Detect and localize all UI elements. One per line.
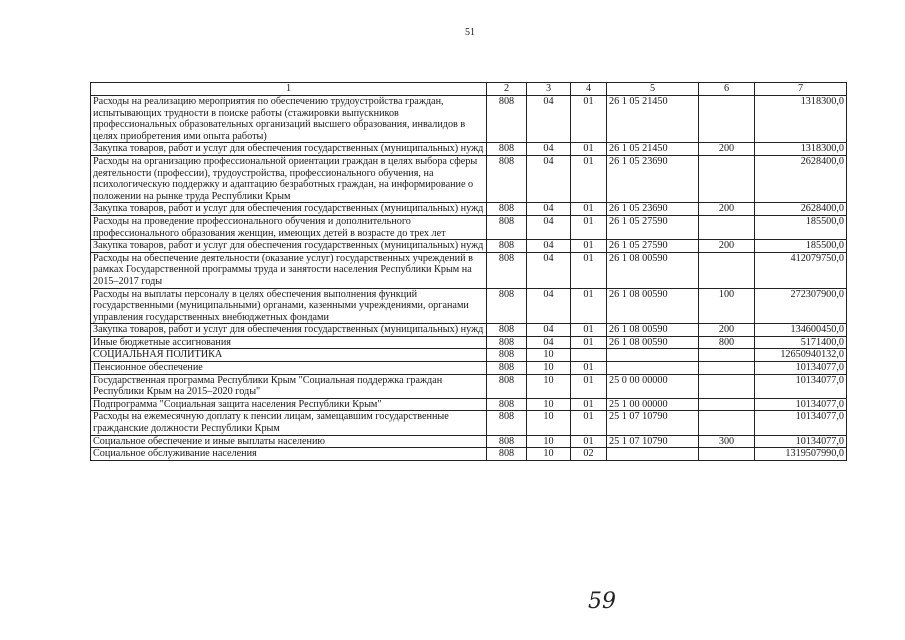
expense-type-cell: 800: [699, 336, 755, 349]
target-article-cell: [607, 448, 699, 461]
amount-cell: 1319507990,0: [755, 448, 847, 461]
target-article-cell: 26 1 05 21450: [607, 143, 699, 156]
column-header: 3: [527, 83, 571, 96]
expense-type-cell: [699, 215, 755, 239]
amount-cell: 2628400,0: [755, 155, 847, 202]
table-row: [91, 155, 847, 202]
expense-type-cell: 200: [699, 240, 755, 253]
target-article-cell: 25 1 00 00000: [607, 398, 699, 411]
subsection-cell: 01: [571, 96, 607, 143]
expense-type-cell: 100: [699, 288, 755, 324]
row-name-cell: Подпрограмма "Социальная защита населения Республики Крым": [91, 398, 487, 411]
chapter-cell: 808: [487, 336, 527, 349]
target-article-cell: 26 1 05 21450: [607, 96, 699, 143]
expense-type-cell: [699, 96, 755, 143]
table-row: [91, 215, 847, 239]
chapter-cell: 808: [487, 252, 527, 288]
chapter-cell: 808: [487, 411, 527, 435]
amount-cell: 1318300,0: [755, 143, 847, 156]
expense-type-cell: 200: [699, 203, 755, 216]
subsection-cell: 01: [571, 398, 607, 411]
subsection-cell: 01: [571, 411, 607, 435]
table-row: [91, 362, 847, 375]
handwritten-page-mark: [586, 585, 626, 615]
table-row: [91, 398, 847, 411]
row-name-cell: Иные бюджетные ассигнования: [91, 336, 487, 349]
section-cell: 04: [527, 155, 571, 202]
row-name-cell: Закупка товаров, работ и услуг для обеспечения государственных (муниципальных) нужд: [91, 143, 487, 156]
subsection-cell: 01: [571, 362, 607, 375]
column-header: 5: [607, 83, 699, 96]
expense-type-cell: [699, 362, 755, 375]
expense-type-cell: [699, 252, 755, 288]
budget-table: [90, 82, 847, 461]
section-cell: 10: [527, 349, 571, 362]
table-row: [91, 288, 847, 324]
section-cell: 04: [527, 203, 571, 216]
row-name-cell: Расходы на проведение профессионального обучения и дополнительного профессионального образования женщин, имеющих детей в возрасте до трех лет: [91, 215, 487, 239]
column-header: 6: [699, 83, 755, 96]
amount-cell: 272307900,0: [755, 288, 847, 324]
chapter-cell: 808: [487, 448, 527, 461]
target-article-cell: 25 1 07 10790: [607, 411, 699, 435]
target-article-cell: 25 0 00 00000: [607, 374, 699, 398]
expense-type-cell: [699, 398, 755, 411]
section-cell: 04: [527, 96, 571, 143]
expense-type-cell: [699, 349, 755, 362]
row-name-cell: Закупка товаров, работ и услуг для обеспечения государственных (муниципальных) нужд: [91, 203, 487, 216]
section-cell: 04: [527, 336, 571, 349]
column-header: 7: [755, 83, 847, 96]
amount-cell: 185500,0: [755, 240, 847, 253]
column-header: 1: [91, 83, 487, 96]
subsection-cell: [571, 349, 607, 362]
expense-type-cell: [699, 448, 755, 461]
section-cell: 10: [527, 374, 571, 398]
chapter-cell: 808: [487, 324, 527, 337]
table-row: [91, 252, 847, 288]
chapter-cell: 808: [487, 215, 527, 239]
row-name-cell: Расходы на выплаты персоналу в целях обеспечения выполнения функций государственными (муниципальными) органами, казенными учреждениями, органами управления государственных внебюджетных фондами: [91, 288, 487, 324]
amount-cell: 10134077,0: [755, 435, 847, 448]
table-row: [91, 448, 847, 461]
section-cell: 10: [527, 411, 571, 435]
subsection-cell: 01: [571, 203, 607, 216]
amount-cell: 185500,0: [755, 215, 847, 239]
chapter-cell: 808: [487, 374, 527, 398]
subsection-cell: 01: [571, 288, 607, 324]
chapter-cell: 808: [487, 349, 527, 362]
section-cell: 04: [527, 288, 571, 324]
amount-cell: 10134077,0: [755, 374, 847, 398]
column-header: 2: [487, 83, 527, 96]
section-cell: 04: [527, 240, 571, 253]
chapter-cell: 808: [487, 203, 527, 216]
row-name-cell: Расходы на обеспечение деятельности (оказание услуг) государственных учреждений в рамках Государственной программы труда и занятости населения Республики Крым на 2015–2017 годы: [91, 252, 487, 288]
table-row: [91, 349, 847, 362]
chapter-cell: 808: [487, 155, 527, 202]
row-name-cell: Социальное обслуживание населения: [91, 448, 487, 461]
subsection-cell: 01: [571, 240, 607, 253]
amount-cell: 5171400,0: [755, 336, 847, 349]
target-article-cell: 26 1 08 00590: [607, 288, 699, 324]
row-name-cell: Государственная программа Республики Крым "Социальная поддержка граждан Республики Крым на 2015–2020 годы": [91, 374, 487, 398]
table-row: [91, 240, 847, 253]
table-body: [91, 96, 847, 461]
section-cell: 10: [527, 362, 571, 375]
expense-type-cell: [699, 155, 755, 202]
subsection-cell: 01: [571, 215, 607, 239]
section-cell: 10: [527, 448, 571, 461]
section-cell: 04: [527, 324, 571, 337]
expense-type-cell: [699, 411, 755, 435]
amount-cell: 10134077,0: [755, 411, 847, 435]
amount-cell: 134600450,0: [755, 324, 847, 337]
chapter-cell: 808: [487, 398, 527, 411]
amount-cell: 10134077,0: [755, 362, 847, 375]
chapter-cell: 808: [487, 240, 527, 253]
subsection-cell: 02: [571, 448, 607, 461]
subsection-cell: 01: [571, 143, 607, 156]
expense-type-cell: 300: [699, 435, 755, 448]
subsection-cell: 01: [571, 435, 607, 448]
row-name-cell: Расходы на реализацию мероприятия по обеспечению трудоустройства граждан, испытывающих трудности в поиске работы (стажировки выпускников профессиональных образовательных организаций высшего образования, инвалидов в целях приобретения ими опыта работы): [91, 96, 487, 143]
target-article-cell: 26 1 08 00590: [607, 336, 699, 349]
amount-cell: 1318300,0: [755, 96, 847, 143]
chapter-cell: 808: [487, 362, 527, 375]
target-article-cell: 26 1 05 27590: [607, 240, 699, 253]
target-article-cell: 26 1 08 00590: [607, 324, 699, 337]
section-cell: 10: [527, 398, 571, 411]
amount-cell: 10134077,0: [755, 398, 847, 411]
row-name-cell: Расходы на организацию профессиональной ориентации граждан в целях выбора сферы деятельности (профессии), трудоустройства, профессионального обучения, на психологическую поддержку и адаптацию безработных граждан, на информирование о положении на рынке труда Республики Крым: [91, 155, 487, 202]
target-article-cell: 26 1 08 00590: [607, 252, 699, 288]
table-row: [91, 435, 847, 448]
amount-cell: 412079750,0: [755, 252, 847, 288]
target-article-cell: [607, 362, 699, 375]
target-article-cell: 26 1 05 23690: [607, 203, 699, 216]
row-name-cell: Пенсионное обеспечение: [91, 362, 487, 375]
subsection-cell: 01: [571, 324, 607, 337]
section-cell: 04: [527, 143, 571, 156]
amount-cell: 2628400,0: [755, 203, 847, 216]
expense-type-cell: [699, 374, 755, 398]
row-name-cell: Расходы на ежемесячную доплату к пенсии лицам, замещавшим государственные гражданские должности Республики Крым: [91, 411, 487, 435]
chapter-cell: 808: [487, 143, 527, 156]
section-cell: 10: [527, 435, 571, 448]
section-cell: 04: [527, 215, 571, 239]
target-article-cell: 25 1 07 10790: [607, 435, 699, 448]
amount-cell: 12650940132,0: [755, 349, 847, 362]
chapter-cell: 808: [487, 435, 527, 448]
table-row: [91, 374, 847, 398]
column-header: 4: [571, 83, 607, 96]
expense-type-cell: 200: [699, 143, 755, 156]
expense-type-cell: 200: [699, 324, 755, 337]
page-number: 51: [465, 27, 475, 38]
row-name-cell: Социальное обеспечение и иные выплаты населению: [91, 435, 487, 448]
target-article-cell: [607, 349, 699, 362]
target-article-cell: 26 1 05 27590: [607, 215, 699, 239]
table-row: [91, 143, 847, 156]
table-row: [91, 203, 847, 216]
table-row: [91, 411, 847, 435]
chapter-cell: 808: [487, 96, 527, 143]
subsection-cell: 01: [571, 336, 607, 349]
handwritten-page-mark-text: 59: [588, 589, 616, 614]
chapter-cell: 808: [487, 288, 527, 324]
subsection-cell: 01: [571, 374, 607, 398]
table-row: [91, 96, 847, 143]
row-name-cell: СОЦИАЛЬНАЯ ПОЛИТИКА: [91, 349, 487, 362]
subsection-cell: 01: [571, 252, 607, 288]
row-name-cell: Закупка товаров, работ и услуг для обеспечения государственных (муниципальных) нужд: [91, 240, 487, 253]
target-article-cell: 26 1 05 23690: [607, 155, 699, 202]
row-name-cell: Закупка товаров, работ и услуг для обеспечения государственных (муниципальных) нужд: [91, 324, 487, 337]
header-row: [91, 83, 847, 96]
section-cell: 04: [527, 252, 571, 288]
subsection-cell: 01: [571, 155, 607, 202]
table-row: [91, 324, 847, 337]
table-row: [91, 336, 847, 349]
